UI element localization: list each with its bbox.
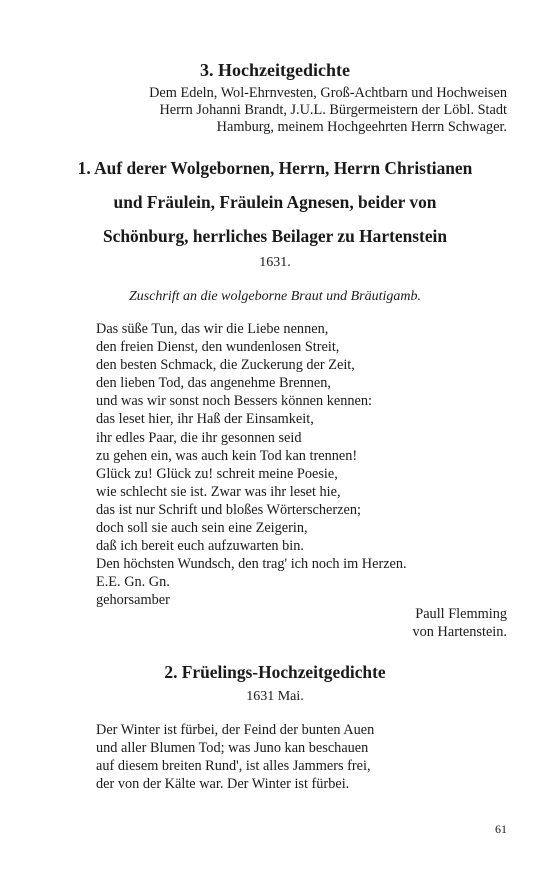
verse-line: Glück zu! Glück zu! schreit meine Poesie,	[96, 465, 338, 482]
verse-line: ihr edles Paar, die ihr gesonnen seid	[96, 429, 302, 446]
verse-line: und aller Blumen Tod; was Juno kan beschauen	[96, 740, 369, 757]
verse-line: daß ich bereit euch aufzuwarten bin.	[96, 538, 305, 555]
poem2-verses	[96, 721, 374, 793]
verse-line: doch soll sie auch sein eine Zeigerin,	[96, 520, 308, 537]
verse-line: auf diesem breiten Rund', ist alles Jammers frei,	[96, 758, 371, 775]
signature-name: Paull Flemming	[415, 606, 507, 622]
dedication-line-1: Dem Edeln, Wol-Ehrnvesten, Groß-Achtbarn und Hochweisen	[149, 85, 507, 101]
verse-line: den freien Dienst, den wundenlosen Streit,	[96, 339, 340, 356]
poem1-verses	[96, 320, 407, 573]
verse-line: Der Winter ist fürbei, der Feind der bunten Auen	[96, 722, 375, 738]
section-title: 3. Hochzeitgedichte	[200, 60, 350, 80]
closing-line: gehorsamber	[96, 592, 170, 609]
poem1-signature	[413, 605, 508, 641]
page-number: 61	[495, 822, 507, 836]
poem2-date: 1631 Mai.	[246, 689, 304, 704]
poem1-title-line-1: 1. Auf derer Wolgebornen, Herrn, Herrn Christianen	[77, 158, 473, 178]
verse-line: wie schlecht sie ist. Zwar was ihr leset hie,	[96, 483, 341, 500]
poem1-title-line-2: und Fräulein, Fräulein Agnesen, beider von	[113, 192, 437, 212]
signature-place: von Hartenstein.	[412, 624, 507, 641]
verse-line: das leset hier, ihr Haß der Einsamkeit,	[96, 411, 314, 428]
verse-line: zu gehen ein, was auch kein Tod kan trennen!	[96, 447, 358, 464]
verse-line: den lieben Tod, das angenehme Brennen,	[96, 375, 331, 392]
poem1-title-line-3: Schönburg, herrliches Beilager zu Hartenstein	[102, 226, 448, 246]
verse-line: das ist nur Schrift und bloßes Wörterscherzen;	[96, 501, 361, 518]
verse-line: Den höchsten Wundsch, den trag' ich noch im Herzen.	[96, 556, 407, 573]
verse-line: und was wir sonst noch Bessers können kennen:	[96, 393, 372, 410]
poem1-year: 1631.	[259, 255, 291, 270]
poem1-subtitle: Zuschrift an die wolgeborne Braut und Bräutigamb.	[128, 289, 422, 304]
dedication-line-3: Hamburg, meinem Hochgeehrten Herrn Schwager.	[216, 119, 507, 135]
dedication-line-2: Herrn Johanni Brandt, J.U.L. Bürgermeistern der Löbl. Stadt	[159, 102, 507, 118]
poem2-title: 2. Früelings-Hochzeitgedichte	[164, 662, 386, 682]
poem1-closing	[96, 573, 170, 609]
verse-line: Das süße Tun, das wir die Liebe nennen,	[96, 321, 329, 337]
verse-line: den besten Schmack, die Zuckerung der Zeit,	[96, 357, 355, 374]
closing-line: E.E. Gn. Gn.	[96, 574, 170, 590]
verse-line: der von der Kälte war. Der Winter ist fürbei.	[96, 776, 350, 793]
